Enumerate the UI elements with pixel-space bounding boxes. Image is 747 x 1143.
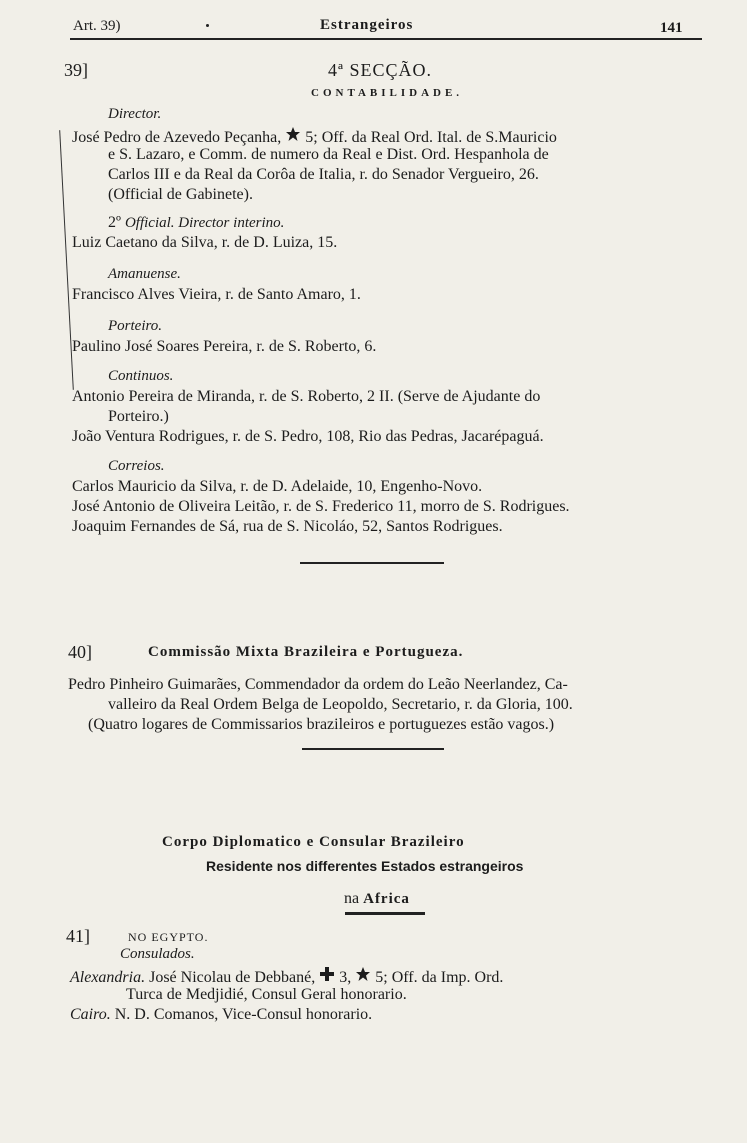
official-role: Official. Director interino. xyxy=(124,215,285,231)
director-line-3: Carlos III e da Real da Corôa de Italia, r. do Senador Vergueiro, 26. xyxy=(108,166,539,183)
porteiro-role: Porteiro. xyxy=(108,318,163,334)
continuo-2: João Ventura Rodrigues, r. de S. Pedro, 108, Rio das Pedras, Jacarépaguá. xyxy=(72,428,544,445)
cross-order-icon xyxy=(319,966,335,987)
region-heading xyxy=(344,890,410,908)
section-40-line-1: Pedro Pinheiro Guimarães, Commendador da ordem do Leão Neerlandez, Ca- xyxy=(68,676,568,693)
section-41-number: 41] xyxy=(66,926,90,946)
section-40-title: Commissão Mixta Brazileira e Portugueza. xyxy=(148,644,464,660)
director-honors: 5; Off. da Real Ord. Ital. de S.Mauricio xyxy=(305,129,557,146)
correio-2: José Antonio de Oliveira Leitão, r. de S. Frederico 11, morro de S. Rodrigues. xyxy=(72,498,570,515)
header-article: Art. 39) xyxy=(73,18,121,34)
alexandria-name: José Nicolau de Debbané, xyxy=(149,969,316,986)
amanuense-role: Amanuense. xyxy=(108,266,181,282)
cairo-line xyxy=(70,1006,372,1024)
alexandria-city: Alexandria. xyxy=(70,969,146,986)
region-rule xyxy=(345,912,425,915)
corpo-subtitle: Residente nos differentes Estados estrangeiros xyxy=(206,858,524,874)
header-dot xyxy=(206,24,209,27)
porteiro-name: Paulino José Soares Pereira, r. de S. Roberto, 6. xyxy=(72,338,377,355)
region-prefix: na xyxy=(344,890,360,907)
region-name: Africa xyxy=(363,891,410,907)
section-39-rule xyxy=(300,562,444,564)
section-39-number: 39] xyxy=(64,60,88,80)
director-name: José Pedro de Azevedo Peçanha, xyxy=(72,129,282,146)
correios-role: Correios. xyxy=(108,458,165,474)
continuos-role: Continuos. xyxy=(108,368,174,384)
correio-1: Carlos Mauricio da Silva, r. de D. Adelaide, 10, Engenho-Novo. xyxy=(72,478,483,495)
cairo-city: Cairo. xyxy=(70,1006,111,1023)
margin-mark xyxy=(59,130,74,390)
director-line-4: (Official de Gabinete). xyxy=(108,186,253,203)
continuo-1-line-2: Porteiro.) xyxy=(108,408,169,425)
section-40-line-3: (Quatro logares de Commissarios brazileiros e portuguezes estão vagos.) xyxy=(88,716,555,733)
alexandria-line-1 xyxy=(70,966,503,987)
official-number: 2º xyxy=(108,214,121,231)
official-name: Luiz Caetano da Silva, r. de D. Luiza, 15. xyxy=(72,234,338,251)
director-line-2: e S. Lazaro, e Comm. de numero da Real e Dist. Ord. Hespanhola de xyxy=(108,146,549,163)
section-39-title: 4ª SECÇÃO. xyxy=(328,60,432,80)
director-role: Director. xyxy=(108,106,162,122)
header-rule xyxy=(70,38,702,40)
alexandria-honors: 5; Off. da Imp. Ord. xyxy=(375,969,504,986)
section-39-subtitle: CONTABILIDADE. xyxy=(311,87,464,99)
official-heading xyxy=(108,214,284,232)
cairo-text: N. D. Comanos, Vice-Consul honorario. xyxy=(114,1006,373,1023)
section-40-number: 40] xyxy=(68,642,92,662)
director-line-1 xyxy=(72,126,557,147)
section-40-rule xyxy=(302,748,444,750)
alexandria-line-2: Turca de Medjidié, Consul Geral honorario. xyxy=(126,986,407,1003)
section-40-line-2: valleiro da Real Ordem Belga de Leopoldo, Secretario, r. da Gloria, 100. xyxy=(108,696,573,713)
correio-3: Joaquim Fernandes de Sá, rua de S. Nicoláo, 52, Santos Rodrigues. xyxy=(72,518,503,535)
header-title: Estrangeiros xyxy=(320,17,414,33)
alexandria-grade-1: 3, xyxy=(339,969,352,986)
amanuense-name: Francisco Alves Vieira, r. de Santo Amaro, 1. xyxy=(72,286,361,303)
star-order-icon xyxy=(355,966,371,987)
order-badge-icon xyxy=(285,126,301,147)
header-page-number: 141 xyxy=(660,20,683,36)
section-41-country: NO EGYPTO. xyxy=(128,930,209,944)
consulados-role: Consulados. xyxy=(120,946,195,962)
continuo-1-line-1: Antonio Pereira de Miranda, r. de S. Roberto, 2 II. (Serve de Ajudante do xyxy=(72,388,541,405)
corpo-title: Corpo Diplomatico e Consular Brazileiro xyxy=(162,834,465,850)
